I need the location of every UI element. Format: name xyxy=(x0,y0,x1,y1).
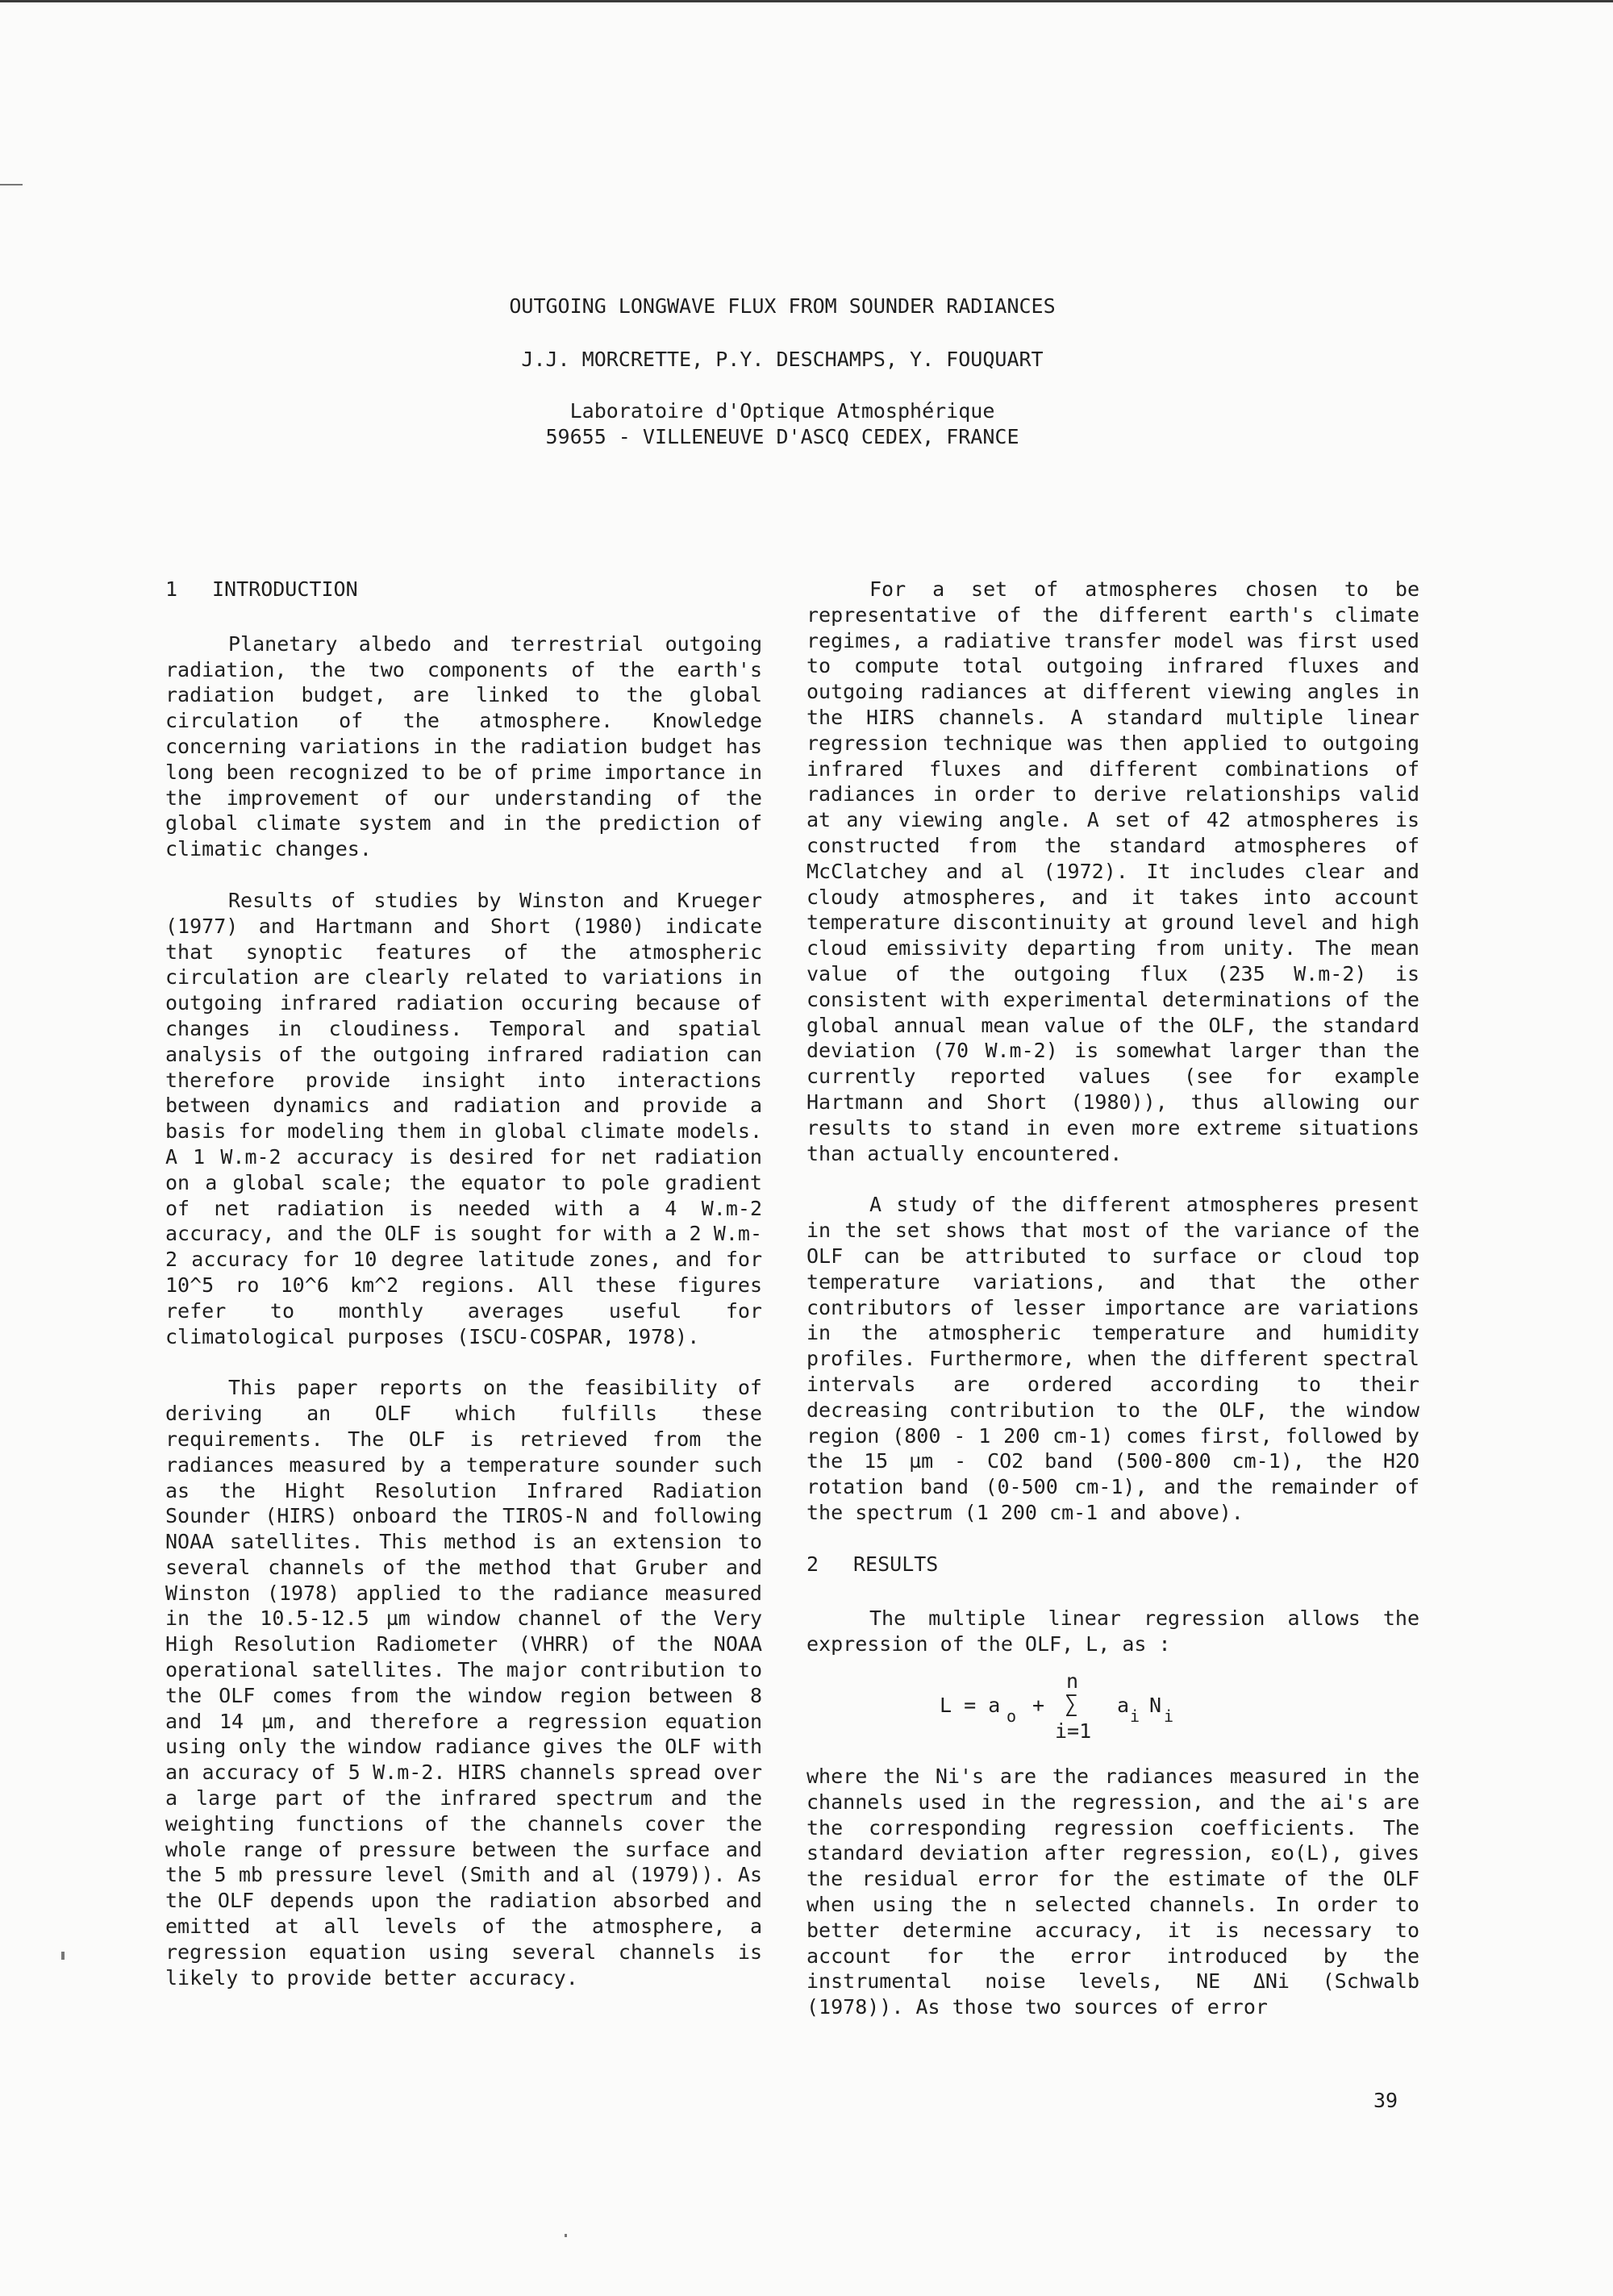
section-number: 2 xyxy=(806,1552,819,1576)
section-heading-introduction xyxy=(165,577,762,602)
paragraph-text: Planetary albedo and terrestrial outgoing radiation, the two components of the earth's radiation budget, are linked to the global circulation of the atmosphere. Knowledge concerning variations in the radiation budget has long been recognized to be of prime importance in the improvement of our understanding of the global climate system and in the prediction of climatic changes. xyxy=(165,631,762,861)
equation-subscript: i xyxy=(1164,1706,1174,1727)
equation-plus: + xyxy=(1032,1694,1045,1718)
paragraph xyxy=(165,631,762,862)
section-title: RESULTS xyxy=(853,1552,939,1576)
page-number: 39 xyxy=(1373,2089,1398,2112)
section-number: 1 xyxy=(165,577,178,601)
equation-subscript: i xyxy=(1130,1706,1140,1727)
right-column xyxy=(806,577,1419,2020)
equation-lower-limit: i=1 xyxy=(1055,1719,1092,1744)
paragraph xyxy=(165,1375,762,1990)
paragraph-text: where the Ni's are the radiances measured in the channels used in the regression, and the ai's are the corresponding regression coefficients. The standard deviation after regression, εo(L), gives the residual error for the estimate of the OLF when using the n selected channels. In order to better determine accuracy, it is necessary to account for the error introduced by the instrumental noise levels, NE ΔNi (Schwalb (1978)). As those two sources of error xyxy=(806,1765,1419,2019)
equation-upper-limit: n xyxy=(1066,1669,1079,1694)
paragraph xyxy=(165,888,762,1349)
paragraph-text: This paper reports on the feasibility of deriving an OLF which fulfills these requirements. The OLF is retrieved from the radiances measured by a temperature sounder such as the Hight Resolution Infrared Radiation Sounder (HIRS) onboard the TIROS-N and following NOAA satellites. This method is an extension to several channels of the method that Gruber and Winston (1978) applied to the radiance measured in the 10.5-12.5 µm window channel of the Very High Resolution Radiometer (VHRR) of the NOAA operational satellites. The major contribution to the OLF comes from the window region between 8 and 14 µm, and therefore a regression equation using only the window radiance gives the OLF with an accuracy of 5 W.m-2. HIRS channels spread over a large part of the infrared spectrum and the weighting functions of the channels cover the whole range of pressure between the surface and the 5 mb pressure level (Smith and al (1979)). As the OLF depends upon the radiation absorbed and emitted at all levels of the atmosphere, a regression equation using several channels is likely to provide better accuracy. xyxy=(165,1376,762,1990)
equation-variable: N xyxy=(1149,1694,1162,1718)
section-title: INTRODUCTION xyxy=(212,577,358,601)
scan-mark xyxy=(0,184,23,185)
paragraph xyxy=(806,1764,1419,2020)
paragraph xyxy=(806,1606,1419,1657)
paragraph xyxy=(806,1192,1419,1525)
paragraph-text: For a set of atmospheres chosen to be representative of the different earth's climate regimes, a radiative transfer model was first used to compute total outgoing infrared fluxes and outgoing radiances at different viewing angles in the HIRS channels. A standard multiple linear regression technique was then applied to outgoing infrared fluxes and different combinations of radiances in order to derive relationships valid at any viewing angle. A set of 42 atmospheres is constructed from the standard atmospheres of McClatchey and al (1972). It includes clear and cloudy atmospheres, and it takes into account temperature discontinuity at ground level and high cloud emissivity departing from unity. The mean value of the outgoing flux (235 W.m-2) is consistent with experimental determinations of the global annual mean value of the OLF, the standard deviation (70 W.m-2) is somewhat larger than the currently reported values (see for example Hartmann and Short (1980)), thus allowing our results to stand in even more extreme situations than actually encountered. xyxy=(806,577,1419,1165)
regression-equation xyxy=(806,1665,1419,1749)
equation-subscript: o xyxy=(1007,1706,1017,1727)
paragraph-text: Results of studies by Winston and Krueger (1977) and Hartmann and Short (1980) indicate that synoptic features of the atmospheric circulation are clearly related to variations in outgoing infrared radiation occuring because of changes in cloudiness. Temporal and spatial analysis of the outgoing infrared radiation can therefore provide insight into interactions between dynamics and radiation and provide a basis for modeling them in global climate models. A 1 W.m-2 accuracy is desired for net radiation on a global scale; the equator to pole gradient of net radiation is needed with a 4 W.m-2 accuracy, and the OLF is sought for with a 2 W.m-2 accuracy for 10 degree latitude zones, and for 10^5 ro 10^6 km^2 regions. All these figures refer to monthly averages useful for climatological purposes (ISCU-COSPAR, 1978). xyxy=(165,888,762,1348)
scan-mark xyxy=(61,1952,65,1960)
section-heading-results xyxy=(806,1552,1419,1577)
equation-lhs: L = a xyxy=(940,1694,1001,1718)
left-column xyxy=(165,577,762,1990)
top-scan-rule xyxy=(0,0,1613,2)
address: 59655 - VILLENEUVE D'ASCQ CEDEX, FRANCE xyxy=(545,425,1019,448)
scan-mark xyxy=(565,2234,567,2237)
summation-symbol: ∑ xyxy=(1065,1690,1078,1718)
affiliation: Laboratoire d'Optique Atmosphérique xyxy=(569,399,995,423)
paragraph-text: The multiple linear regression allows the expression of the OLF, L, as : xyxy=(806,1606,1419,1656)
paper-title: OUTGOING LONGWAVE FLUX FROM SOUNDER RADIANCES xyxy=(509,294,1056,318)
author-list: J.J. MORCRETTE, P.Y. DESCHAMPS, Y. FOUQUART xyxy=(521,348,1044,371)
equation-term: a xyxy=(1117,1694,1130,1718)
paragraph xyxy=(806,577,1419,1166)
paragraph-text: A study of the different atmospheres present in the set shows that most of the variance of the OLF can be attributed to surface or cloud top temperature variations, and that the other contributors of lesser importance are variations in the atmospheric temperature and humidity profiles. Furthermore, when the different spectral intervals are ordered according to their decreasing contribution to the OLF, the window region (800 - 1 200 cm-1) comes first, followed by the 15 µm - CO2 band (500-800 cm-1), the H2O rotation band (0-500 cm-1), and the remainder of the spectrum (1 200 cm-1 and above). xyxy=(806,1193,1419,1524)
